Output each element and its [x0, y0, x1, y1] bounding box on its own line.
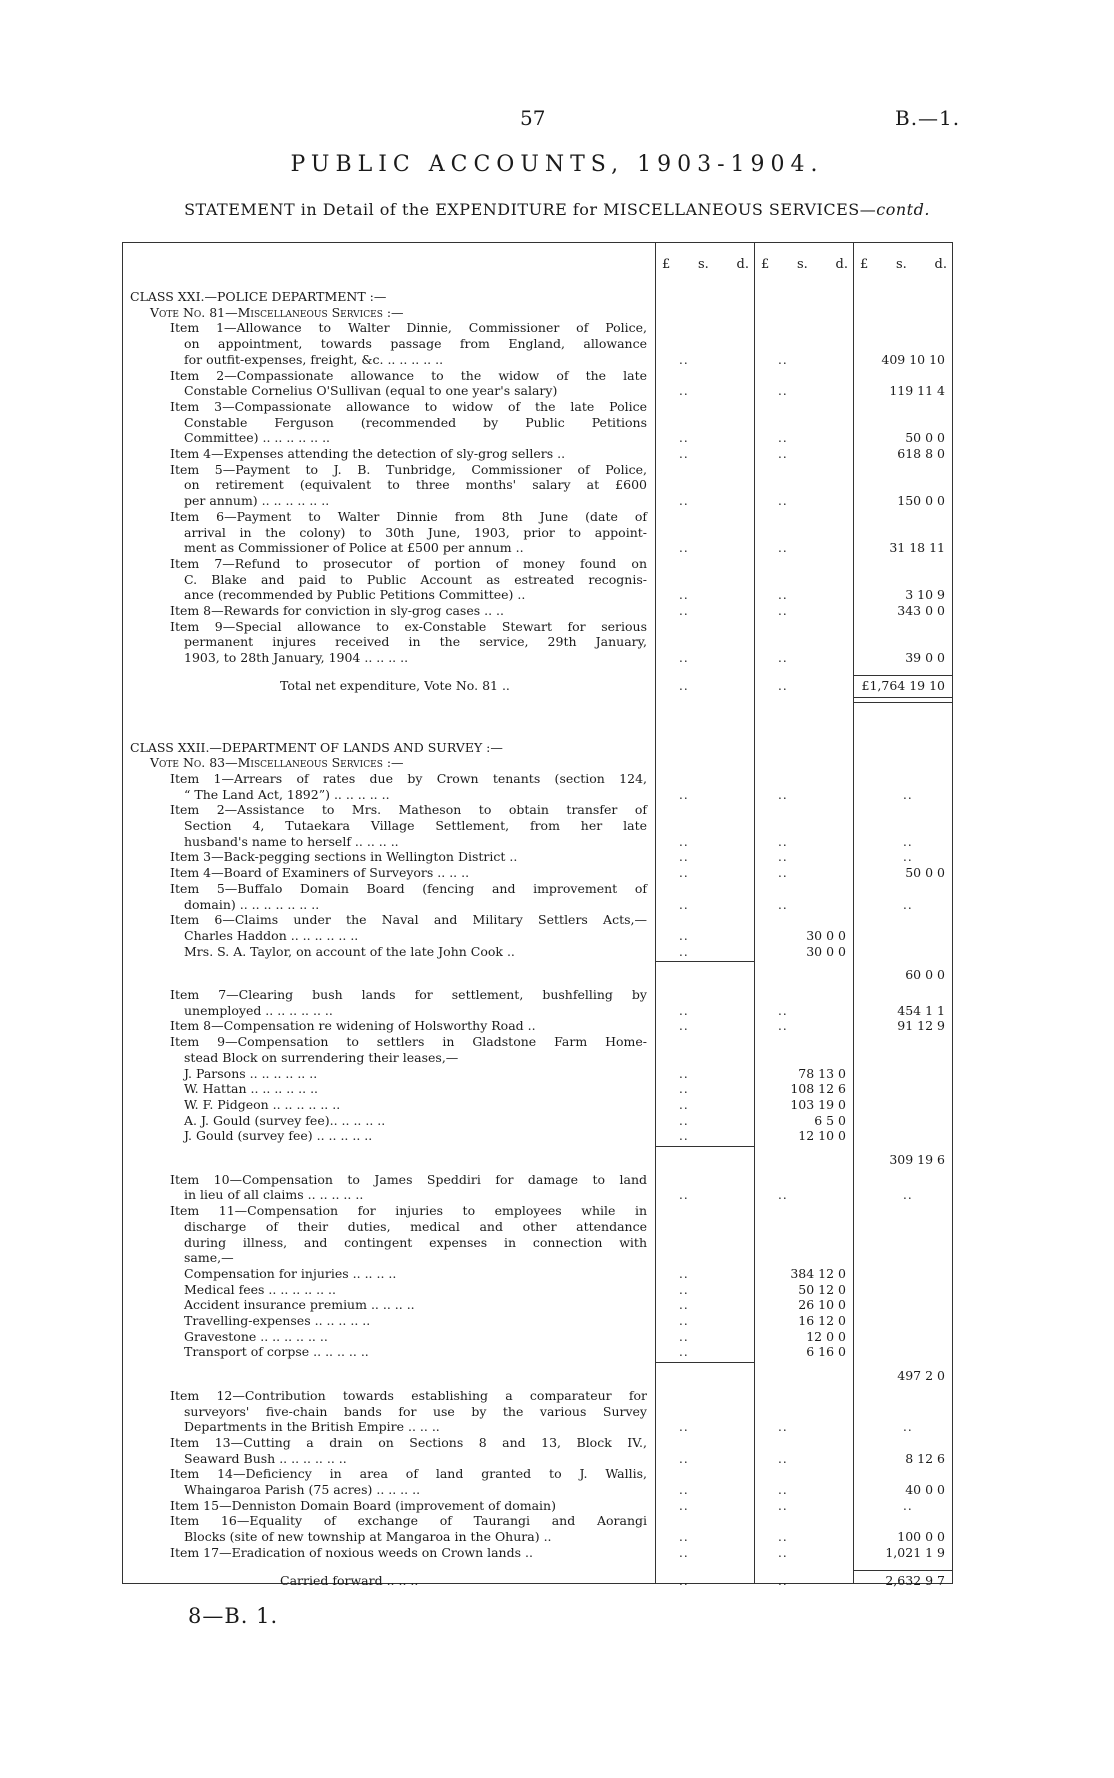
line-description: on appointment, towards passage from England, allowance: [184, 336, 647, 352]
ledger-line: [122, 462, 953, 478]
line-description: Item 6—Claims under the Naval and Military Settlers Acts,—: [170, 912, 647, 928]
line-description: Item 15—Denniston Domain Board (improvement of domain): [170, 1497, 556, 1513]
line-description: Gravestone .. .. .. .. .. ..: [184, 1328, 328, 1344]
line-description: Item 10—Compensation to James Speddiri for damage to land: [170, 1171, 647, 1187]
amount-col2: 26 10 0: [798, 1297, 846, 1313]
amount-col1: ..: [679, 1420, 689, 1435]
line-description: Committee) .. .. .. .. .. ..: [184, 430, 331, 446]
ledger-line: [122, 834, 953, 850]
amount-col2: ..: [778, 447, 788, 461]
ledger-line: [122, 1282, 953, 1298]
ledger-line: [122, 1128, 953, 1144]
ledger-line: [122, 352, 953, 368]
amount-col2: ..: [778, 834, 788, 849]
amount-col2: ..: [778, 1188, 788, 1203]
amount-col1: ..: [679, 447, 689, 461]
amount-col1: ..: [679, 588, 689, 603]
total-double-rule: [854, 697, 952, 703]
amount-col3: 343 0 0: [897, 603, 945, 618]
amount-col3: 409 10 10: [881, 351, 945, 367]
ledger-line: [122, 928, 953, 944]
ledger-line: [122, 1529, 953, 1545]
vote-heading: [122, 305, 953, 321]
amount-col1: ..: [679, 866, 689, 881]
line-description: J. Parsons .. .. .. .. .. ..: [184, 1065, 318, 1081]
ledger-line: [122, 1466, 953, 1482]
amount-col3: ..: [903, 834, 913, 849]
amount-col3: ..: [903, 1188, 913, 1203]
ledger-line: [122, 1297, 953, 1313]
line-description: Item 9—Special allowance to ex-Constable Stewart for serious: [170, 618, 647, 634]
line-description: Item 13—Cutting a drain on Sections 8 and 13, Block IV.,: [170, 1434, 647, 1450]
footer-reference: 8—B. 1.: [188, 1604, 279, 1628]
amount-col1: ..: [679, 928, 689, 943]
amount-col3: 8 12 6: [905, 1450, 945, 1466]
line-description: ment as Commissioner of Police at £500 per annum ..: [184, 540, 524, 556]
ledger-line: [122, 1219, 953, 1235]
line-description: Charles Haddon .. .. .. .. .. ..: [184, 927, 359, 943]
line-description: on retirement (equivalent to three months' salary at £600: [184, 477, 647, 493]
line-description: Medical fees .. .. .. .. .. ..: [184, 1281, 336, 1297]
amount-col2: 78 13 0: [798, 1065, 846, 1081]
ledger-line: [122, 336, 953, 352]
ledger-line: [122, 619, 953, 635]
ledger-line: [122, 1313, 953, 1329]
amount-col3: 50 0 0: [905, 865, 945, 881]
line-description: 1903, to 28th January, 1904 .. .. .. ..: [184, 650, 409, 666]
amount-col1: ..: [679, 1129, 689, 1144]
amount-col1: ..: [679, 384, 689, 399]
amount-col1: ..: [679, 1314, 689, 1328]
amount-col2: ..: [778, 604, 788, 618]
line-description: Item 4—Board of Examiners of Surveyors .. .. ..: [170, 865, 470, 881]
amount-col2: 50 12 0: [798, 1281, 846, 1297]
line-description: domain) .. .. .. .. .. .. ..: [184, 896, 320, 912]
amount-col2: 30 0 0: [806, 927, 846, 943]
line-description: Seaward Bush .. .. .. .. .. ..: [184, 1450, 347, 1466]
amount-col1: ..: [679, 1530, 689, 1545]
line-description: Item 4—Expenses attending the detection of sly-grog sellers ..: [170, 446, 566, 461]
amount-col1: ..: [679, 1545, 689, 1560]
subtotal-rule: [655, 1362, 754, 1363]
pounds-header: £: [662, 257, 671, 272]
amount-col2: ..: [778, 541, 788, 556]
ledger-line: [122, 1498, 953, 1514]
shillings-header: s.: [698, 257, 709, 272]
line-description: Whaingaroa Parish (75 acres) .. .. .. ..: [184, 1482, 421, 1497]
amount-col2: ..: [778, 651, 788, 666]
amount-col2: ..: [778, 1420, 788, 1435]
amount-col3: 40 0 0: [905, 1482, 945, 1497]
amount-col2: ..: [778, 431, 788, 446]
amount-col3: ..: [903, 850, 913, 865]
amount-col2: ..: [778, 1545, 788, 1560]
line-description: per annum) .. .. .. .. .. ..: [184, 493, 330, 509]
amount-col1: ..: [679, 1298, 689, 1313]
amount-col1: ..: [679, 494, 689, 509]
ledger-line: [122, 967, 953, 983]
line-description: CLASS XXII.—DEPARTMENT OF LANDS AND SURVEY :—: [130, 739, 503, 755]
ledger-line: [122, 399, 953, 415]
amount-col1: ..: [679, 1097, 689, 1112]
ledger-line: [122, 1388, 953, 1404]
document-reference: B.—1.: [895, 106, 961, 130]
ledger-line: [122, 383, 953, 399]
amount-col3: 454 1 1: [897, 1002, 945, 1018]
ledger-line: [122, 1003, 953, 1019]
shillings-header: s.: [797, 257, 808, 272]
amount-col3: 2,632 9 7: [885, 1572, 945, 1588]
line-description: Item 3—Compassionate allowance to widow of the late Police: [170, 398, 647, 414]
amount-col1: ..: [679, 1188, 689, 1203]
amount-col1: ..: [679, 1082, 689, 1097]
vote-heading: [122, 755, 953, 771]
amount-col3: 309 19 6: [889, 1152, 945, 1167]
currency-header-col2: [755, 257, 854, 272]
line-description: Item 5—Buffalo Domain Board (fencing and improvement of: [170, 880, 647, 896]
amount-col3: 3 10 9: [905, 587, 945, 603]
subtotal-rule: [655, 1146, 754, 1147]
amount-col3: 119 11 4: [889, 383, 945, 399]
amount-col1: ..: [679, 1113, 689, 1128]
amount-col2: ..: [778, 678, 788, 693]
ledger-line: [122, 572, 953, 588]
amount-col3: ..: [903, 1420, 913, 1435]
ledger-line: [122, 1097, 953, 1113]
amount-col2: ..: [778, 850, 788, 865]
amount-col2: ..: [778, 352, 788, 367]
amount-col2: ..: [778, 1573, 788, 1588]
currency-header-col1: [656, 257, 755, 272]
ledger-line: [122, 1203, 953, 1219]
amount-col1: ..: [679, 897, 689, 912]
ledger-line: [122, 650, 953, 666]
line-description: during illness, and contingent expenses in connection with: [184, 1234, 647, 1250]
amount-col3: 100 0 0: [897, 1529, 945, 1545]
line-description: unemployed .. .. .. .. .. ..: [184, 1002, 333, 1018]
amount-col3: 497 2 0: [897, 1368, 945, 1384]
line-description: Item 1—Arrears of rates due by Crown tenants (section 124,: [170, 770, 647, 786]
line-description: Travelling-expenses .. .. .. .. ..: [184, 1313, 371, 1328]
ledger-line: [122, 1266, 953, 1282]
ledger-line: [122, 912, 953, 928]
amount-col2: 384 12 0: [790, 1265, 846, 1281]
ledger-line: [122, 430, 953, 446]
ledger-line: [122, 415, 953, 431]
line-description: Accident insurance premium .. .. .. ..: [184, 1297, 415, 1313]
line-description: Blocks (site of new township at Mangaroa in the Ohura) ..: [184, 1529, 552, 1545]
amount-col1: ..: [679, 1329, 689, 1344]
ledger-line: [122, 368, 953, 384]
amount-col1: ..: [679, 1282, 689, 1297]
ledger-line: [122, 787, 953, 803]
ledger-line: [122, 603, 953, 619]
amount-col3: 50 0 0: [905, 430, 945, 446]
line-description: Departments in the British Empire .. .. ..: [184, 1419, 440, 1435]
pence-header: d.: [736, 257, 749, 272]
line-description: Vote No. 81—Miscellaneous Services :—: [150, 304, 404, 320]
line-description: Item 7—Refund to prosecutor of portion of money found on: [170, 555, 647, 571]
amount-col2: 12 10 0: [798, 1128, 846, 1144]
ledger-line: [122, 556, 953, 572]
ledger-line: [122, 1435, 953, 1451]
total-rule-top: [854, 1570, 952, 1571]
ledger-line: [122, 987, 953, 1003]
ledger-line: [122, 1066, 953, 1082]
ledger-line: [122, 1187, 953, 1203]
page-title: PUBLIC ACCOUNTS, 1903-1904.: [290, 152, 824, 177]
amount-col3: 1,021 1 9: [885, 1544, 945, 1560]
amount-col1: ..: [679, 1066, 689, 1081]
line-description: Item 14—Deficiency in area of land granted to J. Wallis,: [170, 1466, 647, 1482]
ledger-line: [122, 446, 953, 462]
ledger-line: [122, 1152, 953, 1168]
currency-header-col3: [854, 257, 953, 272]
pounds-header: £: [860, 257, 869, 272]
amount-col2: ..: [778, 384, 788, 399]
ledger-line: [122, 865, 953, 881]
amount-col3: ..: [903, 787, 913, 802]
amount-col2: ..: [778, 588, 788, 603]
amount-col1: ..: [679, 1266, 689, 1281]
line-description: Item 2—Assistance to Mrs. Matheson to obtain transfer of: [170, 802, 647, 818]
amount-col1: ..: [679, 604, 689, 618]
line-description: Constable Cornelius O'Sullivan (equal to one year's salary): [184, 383, 558, 399]
line-description: Item 5—Payment to J. B. Tunbridge, Commissioner of Police,: [170, 461, 647, 477]
line-description: Item 11—Compensation for injuries to employees while in: [170, 1203, 647, 1219]
ledger-line: [122, 1344, 953, 1360]
ledger-line: [122, 1050, 953, 1066]
ledger-line: [122, 1404, 953, 1420]
line-description: arrival in the colony) to 30th June, 1903, prior to appoint-: [184, 524, 647, 540]
line-description: stead Block on surrendering their leases,—: [184, 1049, 459, 1065]
pounds-header: £: [761, 257, 770, 272]
amount-col1: ..: [679, 678, 689, 693]
ledger-line: [122, 897, 953, 913]
line-description: Item 6—Payment to Walter Dinnie from 8th June (date of: [170, 508, 647, 524]
line-description: in lieu of all claims .. .. .. .. ..: [184, 1187, 364, 1203]
subtotal-rule: [655, 961, 754, 962]
page-number: 57: [520, 106, 546, 130]
amount-col2: 12 0 0: [806, 1328, 846, 1344]
line-description: surveyors' five-chain bands for use by the various Survey: [184, 1403, 647, 1419]
ledger-line: [122, 1419, 953, 1435]
ledger-line: [122, 525, 953, 541]
ledger-line: [122, 802, 953, 818]
amount-col3: 31 18 11: [889, 540, 945, 556]
ledger-line: [122, 1451, 953, 1467]
amount-col1: ..: [679, 944, 689, 959]
shillings-header: s.: [896, 257, 907, 272]
ledger-line: [122, 1034, 953, 1050]
amount-col1: ..: [679, 1003, 689, 1018]
amount-col1: ..: [679, 1573, 689, 1588]
line-description: Item 16—Equality of exchange of Taurangi and Aorangi: [170, 1513, 647, 1529]
subtitle-main: STATEMENT in Detail of the EXPENDITURE for MISCELLANEOUS SERVICES—: [184, 200, 877, 219]
amount-col2: ..: [778, 897, 788, 912]
amount-col2: ..: [778, 1530, 788, 1545]
amount-col1: ..: [679, 352, 689, 367]
ledger-line: [122, 540, 953, 556]
amount-col1: ..: [679, 1019, 689, 1034]
ledger-line: [122, 1250, 953, 1266]
ledger-line: [122, 849, 953, 865]
class-heading: [122, 289, 953, 305]
total-line: [122, 678, 953, 694]
ledger-line: [122, 634, 953, 650]
amount-col3: £1,764 19 10: [861, 677, 945, 693]
amount-col2: ..: [778, 1019, 788, 1034]
amount-col1: ..: [679, 1483, 689, 1497]
line-description: Item 7—Clearing bush lands for settlement, bushfelling by: [170, 987, 647, 1002]
line-description: Item 8—Rewards for conviction in sly-grog cases .. ..: [170, 603, 504, 618]
ledger-line: [122, 493, 953, 509]
ledger-line: [122, 881, 953, 897]
line-description: ance (recommended by Public Petitions Committee) ..: [184, 587, 526, 603]
amount-col1: ..: [679, 834, 689, 849]
line-description: Carried forward .. .. ..: [280, 1572, 419, 1588]
amount-col2: 108 12 6: [790, 1081, 846, 1097]
expenditure-ledger: [122, 242, 953, 1588]
line-description: Item 3—Back-pegging sections in Wellington District ..: [170, 849, 518, 865]
ledger-line: [122, 818, 953, 834]
pence-header: d.: [835, 257, 848, 272]
line-description: Compensation for injuries .. .. .. ..: [184, 1265, 397, 1281]
line-description: Item 9—Compensation to settlers in Gladstone Farm Home-: [170, 1034, 647, 1050]
amount-col1: ..: [679, 1498, 689, 1513]
line-description: CLASS XXI.—POLICE DEPARTMENT :—: [130, 289, 387, 304]
subtitle-contd: contd.: [876, 200, 930, 219]
amount-col2: 103 19 0: [790, 1096, 846, 1112]
line-description: husband's name to herself .. .. .. ..: [184, 833, 399, 849]
ledger-line: [122, 1329, 953, 1345]
ledger-line: [122, 1513, 953, 1529]
ledger-line: [122, 1113, 953, 1129]
amount-col3: ..: [903, 897, 913, 912]
amount-col1: ..: [679, 850, 689, 865]
ledger-line: [122, 1018, 953, 1034]
amount-col3: 150 0 0: [897, 493, 945, 509]
amount-col2: 30 0 0: [806, 943, 846, 959]
line-description: Item 8—Compensation re widening of Holsworthy Road ..: [170, 1018, 536, 1034]
statement-subtitle: [0, 200, 1114, 219]
amount-col3: 60 0 0: [905, 967, 945, 983]
ledger-line: [122, 1482, 953, 1498]
line-description: J. Gould (survey fee) .. .. .. .. ..: [184, 1128, 373, 1144]
amount-col2: ..: [778, 494, 788, 509]
class-heading: [122, 740, 953, 756]
amount-col3: 39 0 0: [905, 650, 945, 666]
ledger-line: [122, 1235, 953, 1251]
amount-col2: 16 12 0: [798, 1313, 846, 1328]
page-header: [0, 106, 1114, 136]
line-description: Item 12—Contribution towards establishing a comparateur for: [170, 1387, 647, 1403]
amount-col1: ..: [679, 541, 689, 556]
line-description: W. Hattan .. .. .. .. .. ..: [184, 1081, 319, 1097]
amount-col3: 91 12 9: [897, 1018, 945, 1034]
ledger-line: [122, 477, 953, 493]
amount-col3: ..: [903, 1498, 913, 1513]
amount-col2: ..: [778, 1451, 788, 1466]
ledger-line: [122, 509, 953, 525]
amount-col2: ..: [778, 1498, 788, 1513]
amount-col2: ..: [778, 1003, 788, 1018]
line-description: A. J. Gould (survey fee).. .. .. .. ..: [184, 1112, 386, 1128]
amount-col1: ..: [679, 1345, 689, 1360]
line-description: Constable Ferguson (recommended by Public Petitions: [184, 414, 647, 430]
pence-header: d.: [934, 257, 947, 272]
line-description: Mrs. S. A. Taylor, on account of the late John Cook ..: [184, 943, 515, 959]
ledger-line: [122, 944, 953, 960]
amount-col1: ..: [679, 651, 689, 666]
ledger-line: [122, 1172, 953, 1188]
ledger-line: [122, 1081, 953, 1097]
line-description: Item 17—Eradication of noxious weeds on Crown lands ..: [170, 1544, 533, 1560]
amount-col2: ..: [778, 866, 788, 881]
line-description: for outfit-expenses, freight, &c. .. .. .. .. ..: [184, 351, 444, 367]
line-description: Section 4, Tutaekara Village Settlement, from her late: [184, 818, 647, 833]
line-description: C. Blake and paid to Public Account as estreated recognis-: [184, 571, 647, 587]
line-description: Transport of corpse .. .. .. .. ..: [184, 1344, 369, 1360]
ledger-line: [122, 1368, 953, 1384]
ledger-line: [122, 320, 953, 336]
line-description: discharge of their duties, medical and other attendance: [184, 1218, 647, 1234]
ledger-line: [122, 771, 953, 787]
line-description: permanent injures received in the service, 29th January,: [184, 634, 647, 650]
ledger-line: [122, 1545, 953, 1561]
line-description: Total net expenditure, Vote No. 81 ..: [280, 677, 510, 693]
amount-col3: 618 8 0: [897, 446, 945, 461]
amount-col2: ..: [778, 787, 788, 802]
line-description: “ The Land Act, 1892”) .. .. .. .. ..: [184, 786, 390, 802]
total-rule-top: [854, 675, 952, 676]
line-description: Vote No. 83—Miscellaneous Services :—: [150, 755, 404, 771]
line-description: Item 2—Compassionate allowance to the widow of the late: [170, 367, 647, 383]
total-line: [122, 1573, 953, 1589]
line-description: same,—: [184, 1250, 234, 1266]
amount-col1: ..: [679, 1451, 689, 1466]
amount-col2: 6 16 0: [806, 1344, 846, 1360]
amount-col1: ..: [679, 431, 689, 446]
amount-col2: 6 5 0: [814, 1112, 846, 1128]
amount-col1: ..: [679, 787, 689, 802]
line-description: Item 1—Allowance to Walter Dinnie, Commissioner of Police,: [170, 320, 647, 336]
ledger-line: [122, 587, 953, 603]
amount-col2: ..: [778, 1483, 788, 1497]
line-description: W. F. Pidgeon .. .. .. .. .. ..: [184, 1096, 341, 1112]
